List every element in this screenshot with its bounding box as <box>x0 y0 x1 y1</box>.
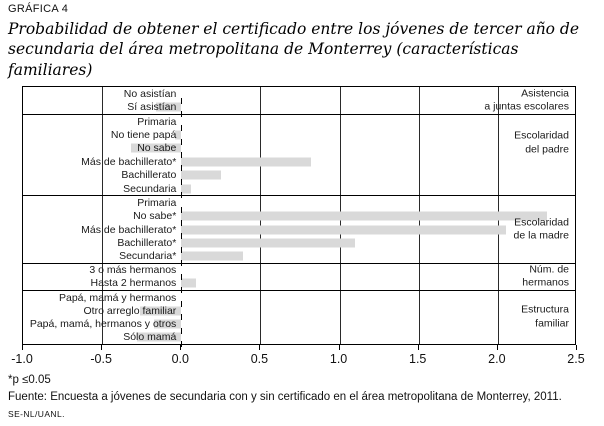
group-label-line: de la madre <box>513 229 569 242</box>
bar <box>181 238 355 247</box>
zero-axis-tick <box>181 111 182 117</box>
x-axis-tick <box>339 345 340 350</box>
chart-row <box>23 317 575 330</box>
chart-group-band <box>23 87 575 114</box>
x-axis-tick <box>418 345 419 350</box>
zero-axis-tick <box>181 139 182 145</box>
chart-row <box>23 155 575 168</box>
zero-axis-tick <box>181 314 182 320</box>
zero-axis-tick <box>181 220 182 226</box>
row-label: Sí asistían <box>127 101 177 114</box>
group-label <box>521 304 569 331</box>
chart-row <box>23 250 575 263</box>
bar <box>181 212 547 221</box>
bar <box>181 157 311 166</box>
credit-note: SE-NL/UANL. <box>8 409 65 419</box>
chart-row <box>23 331 575 344</box>
chart-row <box>23 182 575 195</box>
group-label <box>514 216 569 243</box>
zero-axis-tick <box>181 125 182 131</box>
zero-axis-tick <box>181 260 182 266</box>
bar <box>181 279 195 288</box>
zero-axis-tick <box>181 247 182 253</box>
source-note: Fuente: Encuesta a jóvenes de secundaria con y sin certificado en el área metropolitana de Monterrey, 2011. <box>8 391 562 403</box>
zero-axis-tick <box>181 233 182 239</box>
row-label: Papá, mamá y hermanos <box>58 291 177 304</box>
row-label: Otro arreglo familiar <box>83 304 177 317</box>
x-axis-tick <box>101 345 102 350</box>
x-axis-tick-label: 0.5 <box>250 352 269 366</box>
chart-row <box>23 264 575 277</box>
x-axis-tick-label: 2.0 <box>488 352 506 366</box>
chart-row <box>23 304 575 317</box>
chart-kicker: GRÁFICA 4 <box>8 3 69 15</box>
row-label: Bachillerato <box>121 168 177 181</box>
group-label-line: familiar <box>535 317 569 330</box>
row-label: Bachillerato* <box>117 236 177 249</box>
chart-row <box>23 115 575 128</box>
x-axis-tick-label: -1.0 <box>11 352 33 366</box>
group-label-line: hermanos <box>522 276 569 289</box>
x-axis-tick-label: 2.5 <box>567 352 585 366</box>
chart-group-band <box>23 263 575 290</box>
chart-row <box>23 223 575 236</box>
row-label: No sabe <box>137 142 177 155</box>
plot-area <box>22 86 576 345</box>
zero-axis-tick <box>181 207 182 213</box>
row-label: Hasta 2 hermanos <box>90 277 177 290</box>
x-axis-tick-label: -0.5 <box>90 352 112 366</box>
group-label-line: del padre <box>525 143 569 156</box>
chart-row <box>23 277 575 290</box>
group-label-line: Núm. de <box>529 263 569 276</box>
row-label: No sabe* <box>133 209 177 222</box>
chart-group-band <box>23 195 575 263</box>
group-label-line: Asistencia <box>521 86 569 99</box>
zero-axis-tick <box>181 287 182 293</box>
x-axis-tick-label: 0.0 <box>171 352 189 366</box>
chart-group-band <box>23 290 575 344</box>
row-label: 3 o más hermanos <box>89 264 177 277</box>
bar <box>181 252 243 261</box>
zero-axis-tick <box>181 152 182 158</box>
chart-row <box>23 196 575 209</box>
group-label-line: Escolaridad <box>514 129 569 142</box>
row-label: Sólo mamá <box>123 331 177 344</box>
zero-axis-tick <box>181 179 182 185</box>
chart-row <box>23 168 575 181</box>
row-label: Papá, mamá, hermanos y otros <box>29 317 177 330</box>
chart-title: Probabilidad de obtener el certificado entre los jóvenes de tercer año de secundaria del área metropolitana de Monterrey (características familiares) <box>8 20 580 79</box>
zero-axis-tick <box>181 341 182 347</box>
x-axis-tick <box>576 345 577 350</box>
bar <box>181 225 505 234</box>
chart-row <box>23 128 575 141</box>
row-label: Secundaria* <box>119 249 177 262</box>
bands-layer <box>23 87 575 344</box>
chart-row <box>23 236 575 249</box>
row-label: No asistían <box>123 87 177 100</box>
group-label <box>514 129 569 156</box>
chart-group-band <box>23 114 575 195</box>
bar <box>181 171 221 180</box>
zero-axis-tick <box>181 301 182 307</box>
zero-axis-tick <box>181 192 182 198</box>
group-label-line: Estructura <box>521 303 569 316</box>
row-label: Más de bachillerato* <box>81 155 177 168</box>
x-axis-tick-label: 1.0 <box>329 352 348 366</box>
chart-row <box>23 291 575 304</box>
row-label: Primaria <box>137 115 177 128</box>
significance-note: *p ≤0.05 <box>8 374 51 386</box>
row-label: Primaria <box>137 196 177 209</box>
group-label-line: Escolaridad <box>514 215 569 228</box>
bar <box>181 184 190 193</box>
group-label <box>484 87 569 114</box>
x-axis-tick-label: 1.5 <box>409 352 427 366</box>
chart-row <box>23 210 575 223</box>
row-label: Más de bachillerato* <box>81 223 177 236</box>
row-label: Secundaria <box>123 182 177 195</box>
chart-row <box>23 142 575 155</box>
zero-axis-tick <box>181 98 182 104</box>
row-label: No tiene papá <box>110 128 177 141</box>
x-axis-tick <box>22 345 23 350</box>
group-label <box>522 263 569 290</box>
x-axis-tick <box>497 345 498 350</box>
zero-axis-tick <box>181 328 182 334</box>
zero-axis-tick <box>181 274 182 280</box>
group-label-line: a juntas escolares <box>484 100 569 113</box>
zero-axis-tick <box>181 165 182 171</box>
x-axis-tick <box>259 345 260 350</box>
